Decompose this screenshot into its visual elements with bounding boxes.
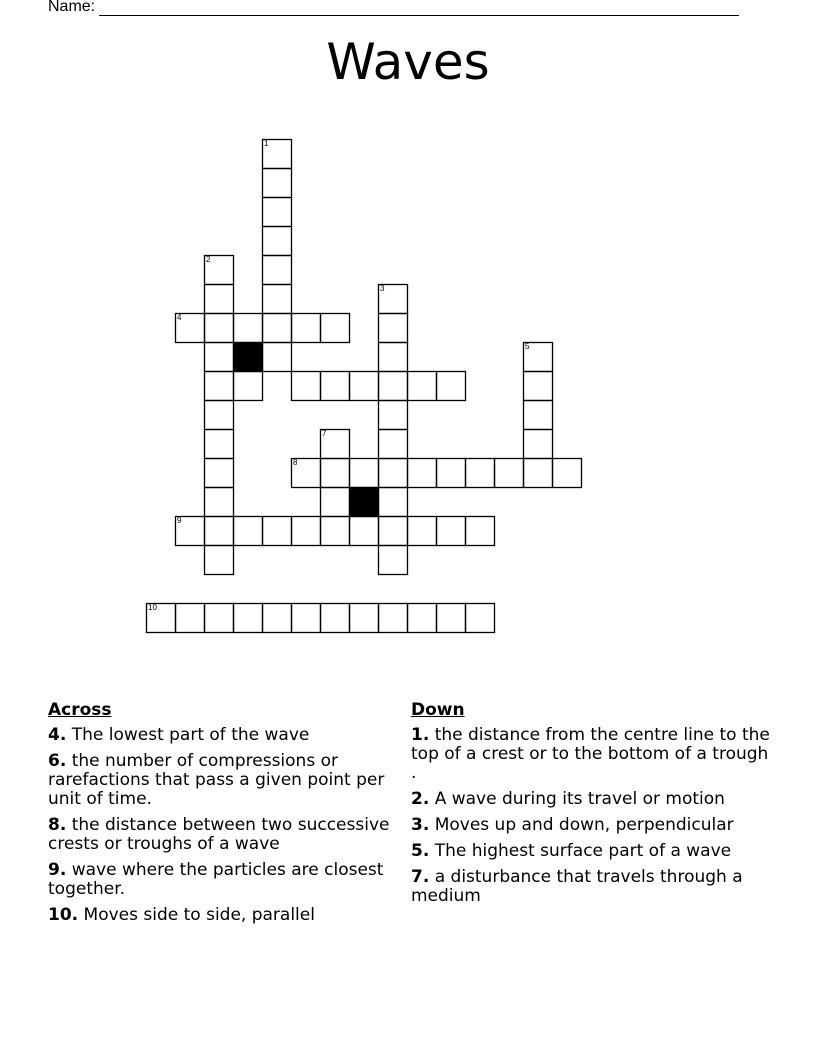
clue-text: a disturbance that travels through a medium: [411, 867, 743, 906]
grid-cell[interactable]: [523, 429, 552, 458]
clue-text: The highest surface part of a wave: [434, 841, 732, 861]
grid-cell[interactable]: [233, 516, 262, 545]
across-clues: [48, 701, 398, 932]
grid-cell[interactable]: [494, 458, 523, 487]
clue-text: The lowest part of the wave: [71, 725, 310, 745]
grid-cell[interactable]: [349, 458, 378, 487]
across-clue: [48, 816, 398, 854]
clue-number: 5.: [411, 841, 430, 861]
grid-cell[interactable]: [407, 516, 436, 545]
across-clue: [48, 906, 398, 925]
grid-cell[interactable]: [262, 342, 291, 371]
grid-cell[interactable]: [465, 603, 494, 632]
grid-cell[interactable]: [291, 313, 320, 342]
clue-number: 3.: [411, 815, 430, 835]
grid-cell[interactable]: [320, 603, 349, 632]
down-clue: [411, 726, 771, 783]
down-clues: [411, 701, 771, 913]
grid-cell[interactable]: [262, 168, 291, 197]
clue-text: Moves up and down, perpendicular: [434, 815, 734, 835]
clue-number: 6.: [48, 751, 67, 771]
grid-cell[interactable]: [378, 400, 407, 429]
grid-cell[interactable]: [436, 371, 465, 400]
grid-cell[interactable]: [291, 371, 320, 400]
grid-cell[interactable]: [204, 603, 233, 632]
grid-cell[interactable]: [204, 516, 233, 545]
down-heading: Down: [411, 700, 465, 720]
grid-cell[interactable]: [204, 487, 233, 516]
grid-cell[interactable]: [523, 342, 552, 371]
grid-cell[interactable]: [436, 516, 465, 545]
clue-text: A wave during its travel or motion: [434, 789, 725, 809]
name-label: Name:: [48, 0, 96, 15]
grid-cell[interactable]: [523, 371, 552, 400]
grid-cell[interactable]: [320, 516, 349, 545]
grid-cell[interactable]: [233, 313, 262, 342]
clue-number-label: 9: [177, 516, 182, 525]
grid-cell[interactable]: [378, 516, 407, 545]
grid-cell[interactable]: [378, 458, 407, 487]
grid-cell[interactable]: [320, 313, 349, 342]
grid-cell[interactable]: [523, 458, 552, 487]
grid-cell[interactable]: [233, 603, 262, 632]
grid-cell[interactable]: [378, 603, 407, 632]
grid-cell[interactable]: [407, 603, 436, 632]
grid-cell[interactable]: [436, 458, 465, 487]
clue-number: 8.: [48, 815, 67, 835]
clue-number: 2.: [411, 789, 430, 809]
clue-number-label: 7: [322, 429, 327, 438]
clue-number-label: 5: [525, 342, 530, 351]
grid-cell[interactable]: [378, 313, 407, 342]
grid-cell[interactable]: [204, 284, 233, 313]
down-clue: [411, 790, 771, 809]
grid-cell[interactable]: [204, 545, 233, 574]
grid-cell[interactable]: [175, 603, 204, 632]
clue-number-label: 1: [264, 139, 269, 148]
grid-cell[interactable]: [320, 487, 349, 516]
clue-number: 10.: [48, 905, 79, 925]
grid-cell[interactable]: [349, 516, 378, 545]
clue-text: the distance between two successive crests or troughs of a wave: [48, 815, 390, 854]
grid-cell[interactable]: [204, 255, 233, 284]
grid-cell[interactable]: [378, 371, 407, 400]
grid-cell[interactable]: [262, 313, 291, 342]
grid-cell[interactable]: [262, 603, 291, 632]
grid-cell[interactable]: [175, 313, 204, 342]
grid-cell[interactable]: [204, 458, 233, 487]
grid-cell[interactable]: [204, 429, 233, 458]
grid-cell[interactable]: [262, 255, 291, 284]
grid-cell[interactable]: [349, 603, 378, 632]
down-clue: [411, 842, 771, 861]
clue-text: wave where the particles are closest together.: [48, 860, 384, 899]
grid-cell[interactable]: [465, 516, 494, 545]
clue-number: 7.: [411, 867, 430, 887]
grid-cell[interactable]: [378, 429, 407, 458]
grid-cell[interactable]: [320, 371, 349, 400]
grid-cell[interactable]: [291, 516, 320, 545]
grid-cell[interactable]: [378, 284, 407, 313]
across-heading: Across: [48, 700, 112, 720]
grid-cell[interactable]: [262, 516, 291, 545]
grid-cell[interactable]: [262, 226, 291, 255]
grid-cell[interactable]: [378, 342, 407, 371]
clue-number-label: 2: [206, 255, 211, 264]
grid-cell[interactable]: [204, 371, 233, 400]
grid-cell[interactable]: [291, 603, 320, 632]
grid-cell[interactable]: [465, 458, 494, 487]
grid-cell[interactable]: [204, 342, 233, 371]
clue-number: 4.: [48, 725, 67, 745]
grid-cell[interactable]: [378, 545, 407, 574]
grid-cell[interactable]: [552, 458, 581, 487]
grid-cell[interactable]: [262, 197, 291, 226]
clue-number-label: 10: [148, 603, 157, 612]
grid-cell[interactable]: [262, 284, 291, 313]
clue-number: 1.: [411, 725, 430, 745]
clue-number-label: 3: [380, 284, 385, 293]
grid-cell[interactable]: [175, 516, 204, 545]
grid-cell[interactable]: [349, 371, 378, 400]
across-clue: [48, 726, 398, 745]
block-cell: [349, 487, 378, 516]
grid-cell[interactable]: [146, 603, 175, 632]
clue-text: Moves side to side, parallel: [83, 905, 315, 925]
grid-cell[interactable]: [523, 400, 552, 429]
down-clue: [411, 816, 771, 835]
clue-number: 9.: [48, 860, 67, 880]
grid-cell[interactable]: [262, 139, 291, 168]
grid-cell[interactable]: [320, 429, 349, 458]
grid-cell[interactable]: [233, 371, 262, 400]
clue-text: the distance from the centre line to the top of a crest or to the bottom of a trough .: [411, 725, 770, 783]
grid-cell[interactable]: [291, 458, 320, 487]
block-cell: [233, 342, 262, 371]
grid-cell[interactable]: [204, 313, 233, 342]
across-clue: [48, 752, 398, 809]
page-title: Waves: [326, 33, 490, 91]
across-clue: [48, 861, 398, 899]
clue-number-label: 4: [177, 313, 182, 322]
grid-cell[interactable]: [407, 371, 436, 400]
grid-cell[interactable]: [378, 487, 407, 516]
down-clue: [411, 868, 771, 906]
clue-text: the number of compressions or rarefactions that pass a given point per unit of time.: [48, 751, 385, 809]
grid-cell[interactable]: [436, 603, 465, 632]
grid-cell[interactable]: [320, 458, 349, 487]
grid-cell[interactable]: [204, 400, 233, 429]
clue-number-label: 8: [293, 458, 298, 467]
grid-cell[interactable]: [407, 458, 436, 487]
